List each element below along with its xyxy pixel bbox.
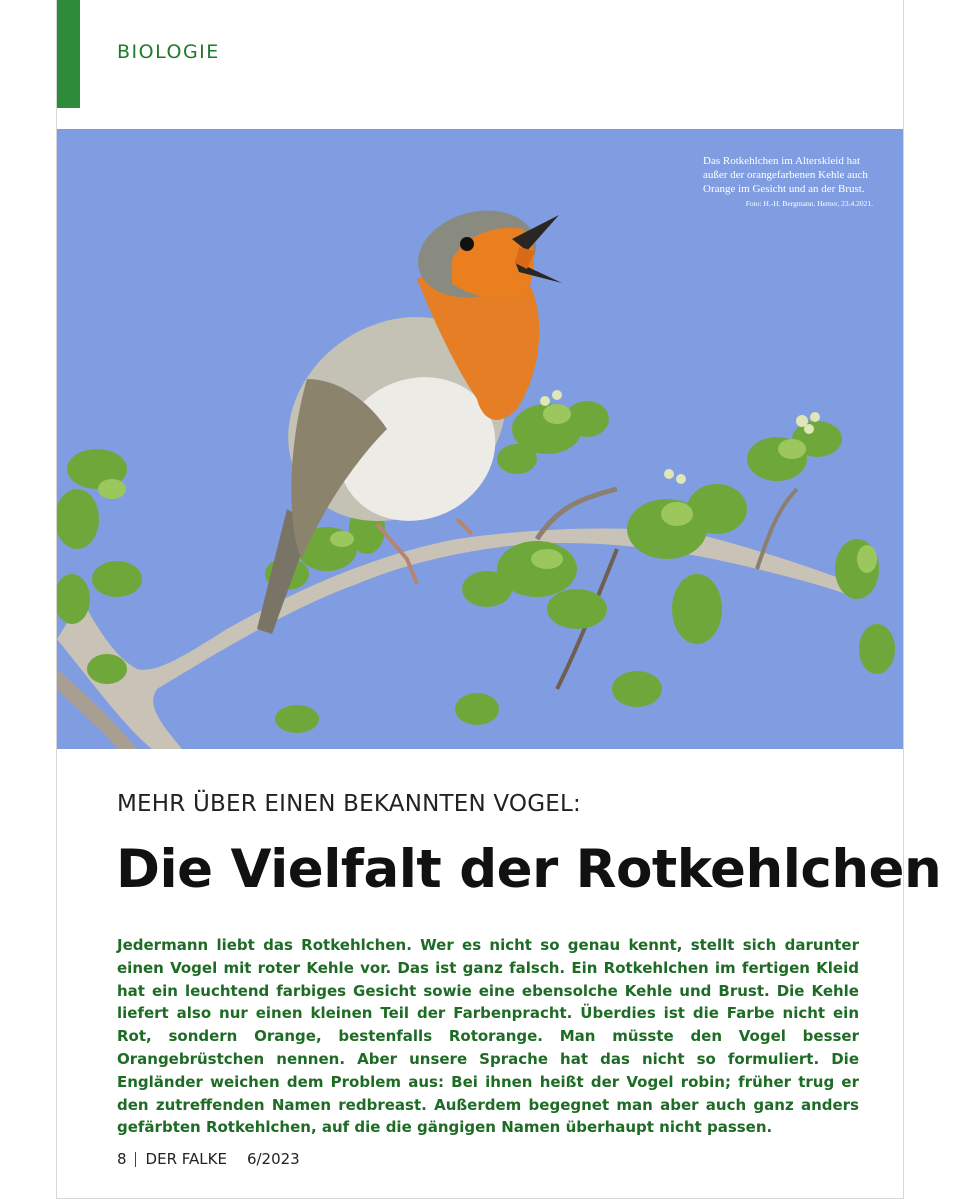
article-headline: Die Vielfalt der Rotkehlchen [116,839,942,900]
issue-number: 6/2023 [246,1150,300,1168]
caption-text: Das Rotkehlchen im Alterskleid hat außer der orangefarbenen Kehle auch Orange im Gesicht und an der Brust. [703,155,868,195]
section-color-bar [57,0,80,108]
article-kicker: MEHR ÜBER EINEN BEKANNTEN VOGEL: [117,791,581,817]
page-footer [117,1150,300,1168]
article-lead: Jedermann liebt das Rotkehlchen. Wer es nicht so genau kennt, stellt sich darunter einen Vogel mit roter Kehle vor. Das ist ganz falsch. Ein Rotkehlchen im fertigen Kleid hat ein leuchtend farbiges Gesicht sowie eine ebensolche Kehle und Brust. Die Kehle liefert also nur einen kleinen Teil der Farbenpracht. Überdies ist die Farbe nicht ein Rot, sondern Orange, bestenfalls Rotorange. Man müsste den Vogel besser Orangebrüstchen nennen. Aber unsere Sprache hat das nicht so formuliert. Die Engländer weichen dem Problem aus: Bei ihnen heißt der Vogel robin; früher trug er den zutreffenden Namen redbreast. Außerdem begegnet man aber auch ganz anders gefärbten Rotkehlchen, auf die die gängigen Namen überhaupt nicht passen. [117,936,859,1137]
page-number: 8 [117,1150,127,1168]
magazine-name: DER FALKE [145,1150,227,1168]
robin-illustration [57,129,903,749]
footer-separator [135,1152,136,1167]
robin-photo [57,129,903,749]
photo-credit: Foto: H.-H. Bergmann. Hemer, 23.4.2021. [745,199,873,208]
photo-caption [703,154,873,209]
section-label: BIOLOGIE [117,41,220,63]
